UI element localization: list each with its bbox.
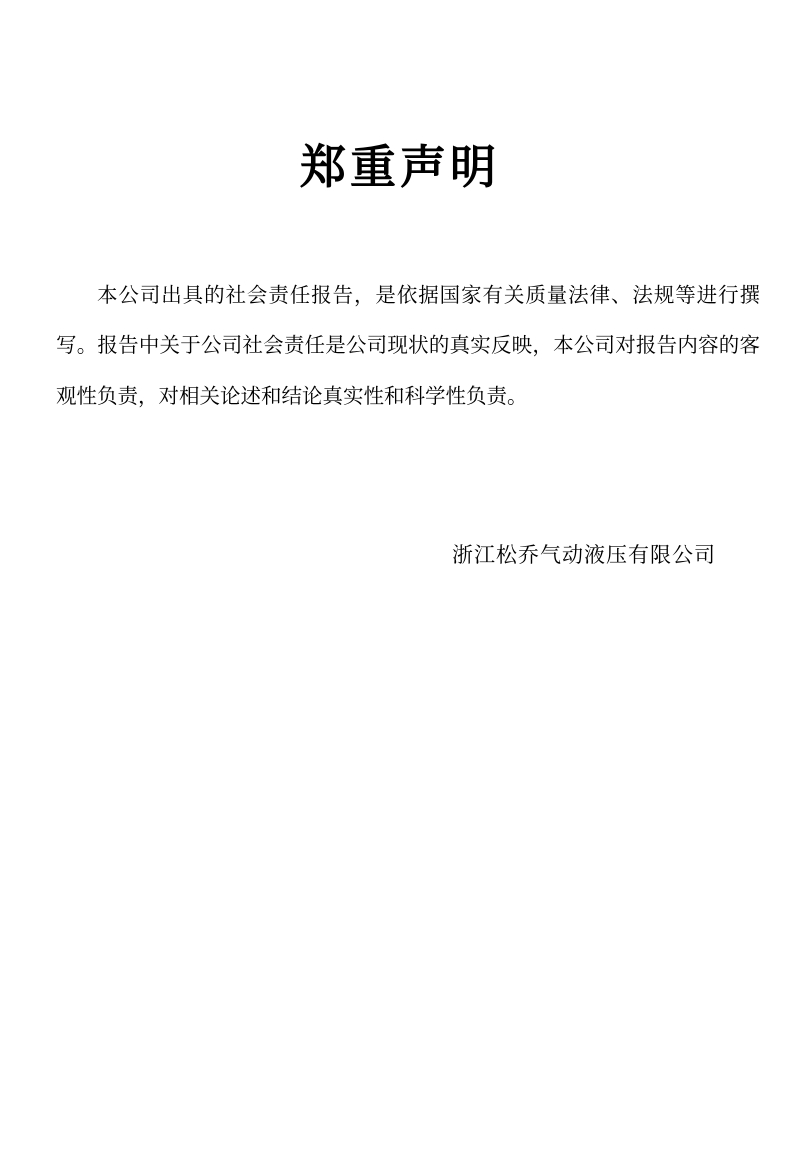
statement-paragraph: 本公司出具的社会责任报告，是依据国家有关质量法律、法规等进行撰写。报告中关于公司社会责任是公司现状的真实反映，本公司对报告内容的客观性负责，对相关论述和结论真实性和科学性负责。 xyxy=(56,283,760,408)
page-title: 郑重声明 xyxy=(300,140,500,194)
company-signature: 浙江松乔气动液压有限公司 xyxy=(452,542,716,567)
signature-block xyxy=(22,539,778,569)
statement-body xyxy=(22,270,778,421)
